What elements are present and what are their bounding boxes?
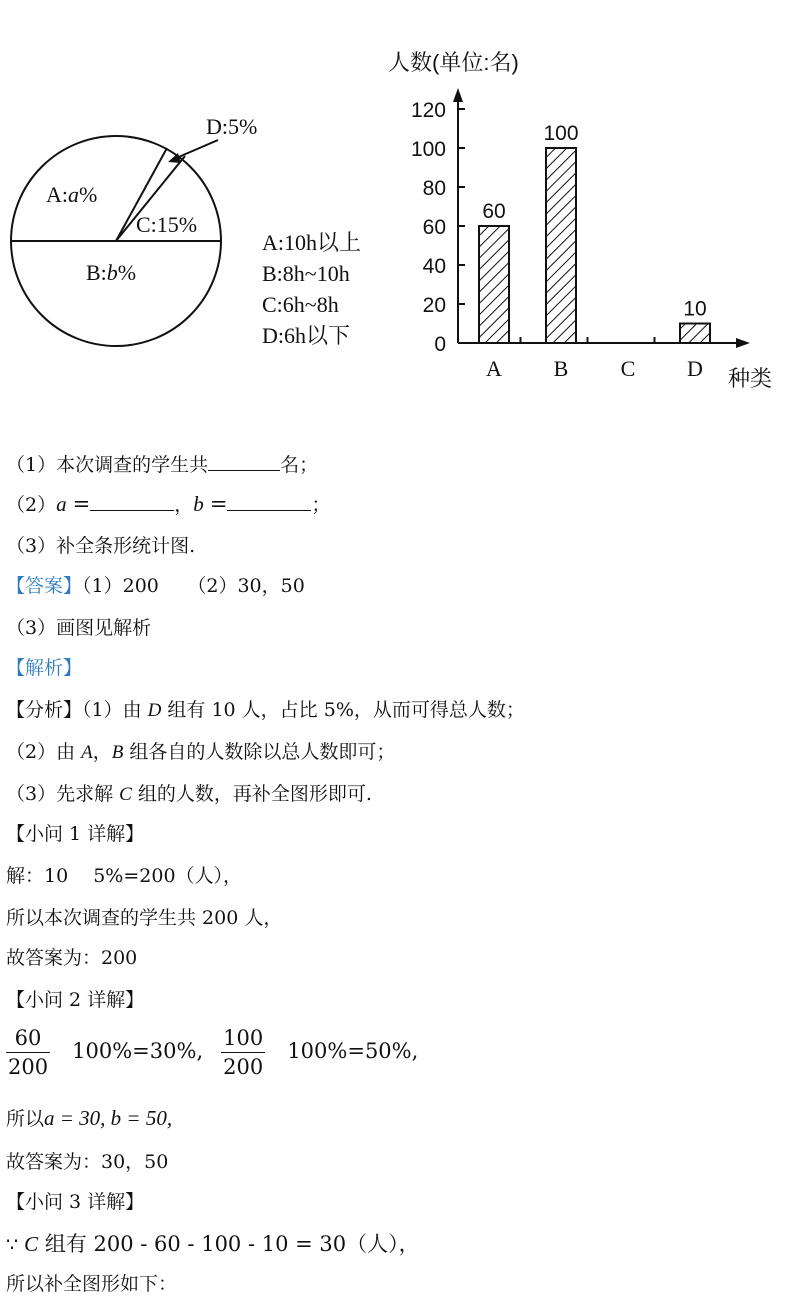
- data-label: 10: [683, 297, 707, 321]
- x-tick-label: C: [620, 356, 636, 381]
- sub1-line-2: 所以本次调查的学生共 200 人，: [6, 907, 283, 929]
- sub3-c: C: [24, 1232, 39, 1256]
- y-tick-label: 100: [410, 138, 446, 161]
- because-symbol: ∵: [6, 1234, 19, 1256]
- y-tick-label: 60: [422, 216, 446, 239]
- fenxi-p1: （1）由: [82, 699, 148, 721]
- q1-post: 名；: [280, 454, 319, 476]
- pie-label-a: A:a%: [46, 182, 98, 207]
- sub3-line-2: 所以补全图形如下：: [6, 1273, 178, 1295]
- answer-tag: 【答案】: [6, 575, 83, 597]
- analysis-tag: 【解析】: [6, 657, 83, 679]
- sub2-tag: 【小问 2 详解】: [6, 989, 145, 1011]
- fenxi-d: D: [147, 700, 162, 721]
- fenxi3-c: C: [119, 784, 132, 805]
- q2-blank-a: [90, 492, 174, 511]
- fraction-100-200: [221, 1024, 265, 1081]
- fraction-numerator: 100: [221, 1024, 265, 1053]
- q2-eq2: =: [209, 492, 228, 516]
- sub2-line-3: 故答案为：30，50: [6, 1151, 169, 1173]
- x-axis-arrow: [736, 338, 750, 348]
- question-1: [6, 452, 318, 477]
- sub3-text: 组有 200 - 60 - 100 - 10 = 30（人），: [38, 1232, 420, 1256]
- q2-a: a: [56, 492, 67, 516]
- sub2-l2-expr: a = 30, b = 50,: [44, 1106, 173, 1130]
- q2-sep: ，: [174, 494, 194, 516]
- x-tick-label: B: [553, 356, 569, 381]
- q2-end: ；: [311, 494, 331, 516]
- legend-item-b: B:8h~10h: [262, 261, 350, 286]
- sub2-l2-pre: 所以: [6, 1108, 45, 1130]
- y-tick-label: 40: [422, 255, 446, 278]
- figure: [0, 0, 786, 410]
- bar-B: [546, 148, 576, 343]
- legend-item-c: C:6h~8h: [262, 292, 339, 317]
- sub3-tag: 【小问 3 详解】: [6, 1191, 145, 1213]
- answer-text: （1）200 （2）30，50: [82, 575, 305, 597]
- fenxi2-b: B: [111, 742, 124, 763]
- bar-D: [680, 324, 710, 344]
- fenxi2-comma: ，: [92, 741, 112, 763]
- fenxi2-a: A: [81, 742, 93, 763]
- legend-item-a: A:10h以上: [262, 230, 362, 255]
- sub1-tag: 【小问 1 详解】: [6, 823, 145, 845]
- y-tick-label: 0: [434, 333, 446, 356]
- pie-label-c: C:15%: [136, 212, 198, 237]
- d-pointer-line: [174, 140, 218, 159]
- answer-line: [6, 574, 305, 598]
- pie-label-d: D:5%: [206, 114, 258, 139]
- pie-label-b: B:b%: [86, 260, 137, 285]
- fenxi-tag: 【分析】: [6, 699, 83, 721]
- fenxi3-p1: （3）先求解: [6, 783, 120, 805]
- x-tick-label: D: [687, 356, 703, 381]
- x-tick-label: A: [486, 356, 502, 381]
- q2-b: b: [193, 492, 204, 516]
- bar-A: [479, 226, 509, 343]
- y-tick-label: 120: [410, 99, 446, 122]
- sub1-line-1: 解：10 5%=200（人），: [6, 865, 243, 887]
- sub3-line-1: [6, 1232, 420, 1257]
- fenxi2-p1: （2）由: [6, 741, 82, 763]
- x-axis-label: 种类: [728, 366, 773, 391]
- sub2-result-2: 100%=50%,: [287, 1038, 419, 1063]
- sub2-equation: [6, 1024, 418, 1081]
- sub2-line-2: [6, 1106, 172, 1131]
- q2-pre: （2）: [6, 494, 57, 516]
- bar-chart: [380, 40, 786, 400]
- fenxi3-p2: 组的人数，再补全图形即可.: [131, 783, 372, 805]
- y-axis-arrow: [453, 88, 463, 102]
- legend-item-d: D:6h以下: [262, 323, 351, 348]
- q2-eq1: =: [72, 492, 91, 516]
- data-label: 60: [482, 200, 506, 223]
- pie-legend: [262, 227, 361, 351]
- y-tick-label: 20: [422, 294, 446, 317]
- fenxi-line-2: [6, 740, 395, 765]
- fraction-denominator: 200: [223, 1055, 264, 1079]
- q1-pre: （1）本次调查的学生共: [6, 454, 209, 476]
- q1-blank: [208, 452, 280, 471]
- y-tick-label: 80: [422, 177, 446, 200]
- fraction-numerator: 60: [6, 1024, 50, 1053]
- fenxi-p2: 组有 10 人，占比 5%，从而可得总人数；: [161, 699, 525, 721]
- question-3: （3）补全条形统计图.: [6, 535, 196, 557]
- data-label: 100: [543, 122, 579, 145]
- fenxi-line-3: [6, 782, 372, 807]
- sub2-result-1: 100%=30%,: [72, 1038, 204, 1063]
- fraction-denominator: 200: [8, 1055, 49, 1079]
- q2-blank-b: [227, 492, 311, 511]
- question-2: [6, 492, 330, 517]
- fenxi-line-1: [6, 698, 525, 723]
- y-axis-label: 人数(单位:名): [388, 50, 519, 75]
- sub1-line-3: 故答案为：200: [6, 947, 138, 969]
- fenxi2-p2: 组各自的人数除以总人数即可；: [123, 741, 396, 763]
- fraction-60-200: [6, 1024, 50, 1081]
- answer-line-2: （3）画图见解析: [6, 617, 152, 639]
